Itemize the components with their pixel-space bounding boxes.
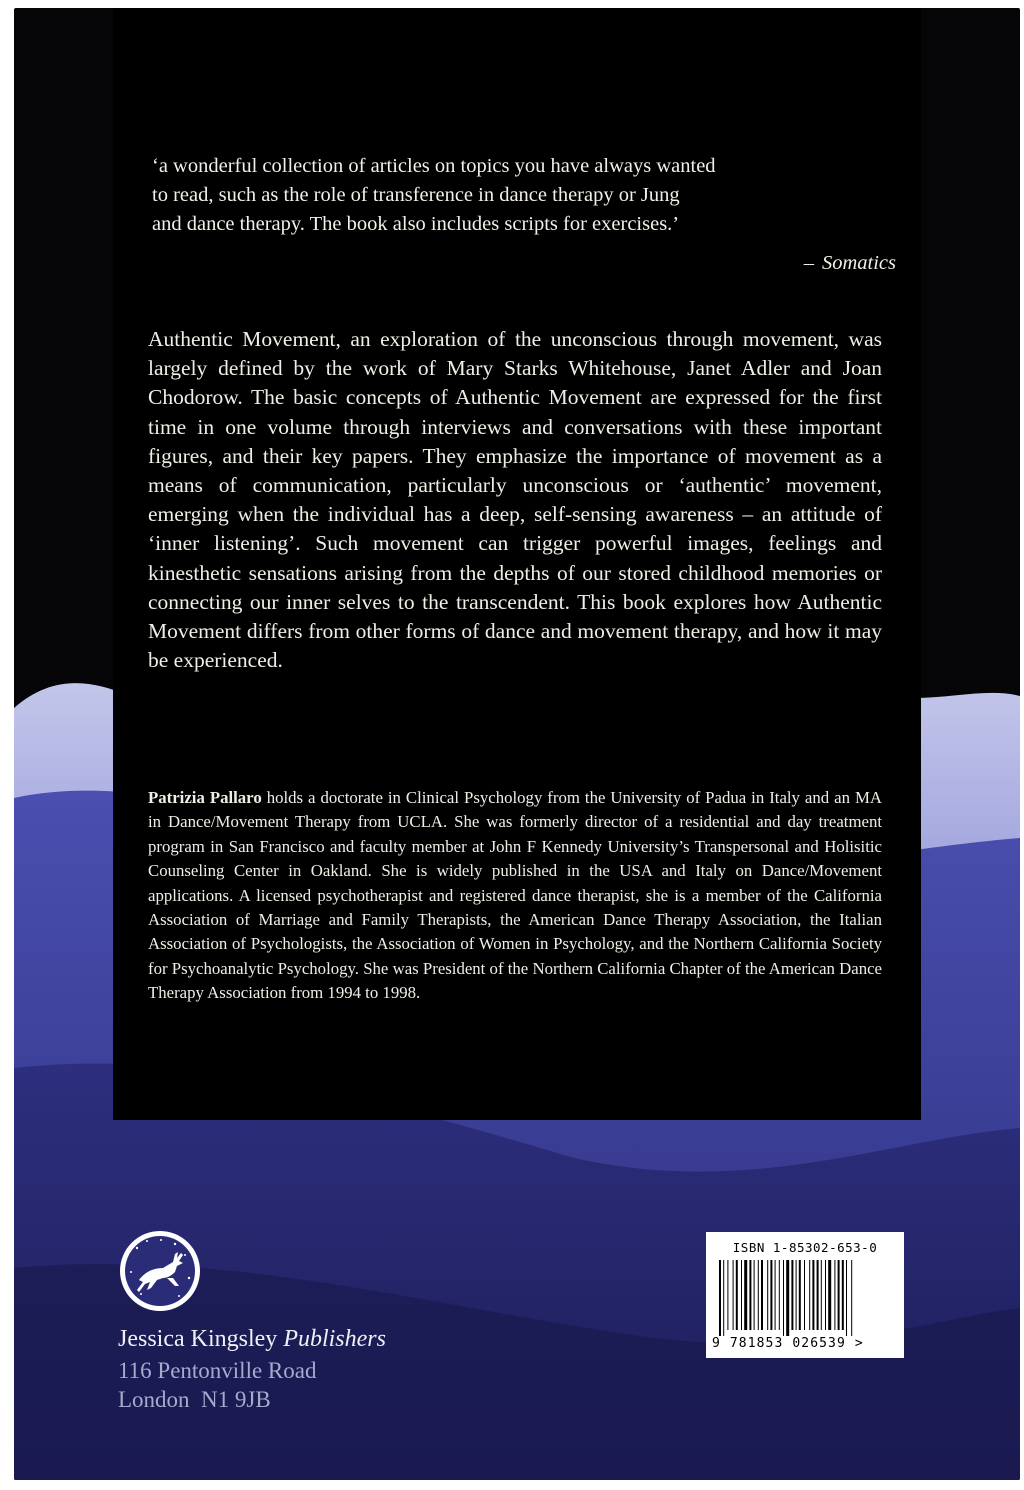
publisher-address-line: 116 Pentonville Road bbox=[118, 1358, 317, 1383]
barcode-bar bbox=[761, 1260, 763, 1330]
barcode-bar bbox=[796, 1260, 797, 1330]
barcode-bar bbox=[821, 1260, 822, 1330]
author-name: Patrizia Pallaro bbox=[148, 788, 262, 807]
book-back-cover bbox=[14, 8, 1020, 1480]
barcode-bar bbox=[775, 1260, 776, 1330]
publisher-address-line: London N1 9JB bbox=[118, 1387, 271, 1412]
barcode-bar bbox=[723, 1260, 724, 1336]
publisher-name bbox=[118, 1326, 386, 1353]
barcode-bar bbox=[770, 1260, 772, 1330]
barcode-bar bbox=[809, 1260, 810, 1330]
barcode-bar bbox=[838, 1260, 840, 1330]
quote-line: and dance therapy. The book also includes scripts for exercises.’ bbox=[152, 213, 680, 235]
barcode-bar bbox=[812, 1260, 814, 1330]
barcode-bar bbox=[851, 1260, 852, 1336]
barcode-bar bbox=[791, 1260, 793, 1330]
barcode-bar bbox=[846, 1260, 847, 1336]
barcode-bar bbox=[767, 1260, 768, 1330]
review-quote bbox=[152, 152, 902, 239]
ean-digits: 9 781853 026539 > bbox=[712, 1336, 864, 1351]
barcode-bar bbox=[749, 1260, 751, 1330]
quote-line: to read, such as the role of transference in dance therapy or Jung bbox=[152, 184, 680, 206]
barcode-bar bbox=[733, 1260, 734, 1330]
barcode-bar bbox=[783, 1260, 784, 1336]
book-description: Authentic Movement, an exploration of the unconscious through movement, was largely defined by the work of Mary Starks Whitehouse, Janet Adler and Joan Chodorow. The basic concepts of Authentic Movement are expressed for the first time in one volume through interviews and conversations with these important figures, and their key papers. They emphasize the importance of movement as a means of communication, particularly unconscious or ‘authentic’ movement, emerging when the individual has a deep, self-sensing awareness – an attitude of ‘inner listening’. Such movement can trigger powerful images, feelings and kinesthetic sensations arising from the depths of our stored childhood memories or connecting our inner selves to the transcendent. This book explores how Authentic Movement differs from other forms of dance and movement therapy, and how it may be experienced. bbox=[148, 327, 882, 673]
quote-attribution bbox=[804, 252, 896, 275]
quote-source: Somatics bbox=[821, 252, 896, 274]
quote-line: ‘a wonderful collection of articles on topics you have always wanted bbox=[152, 155, 716, 177]
barcode-bar bbox=[719, 1260, 721, 1336]
barcode-bar bbox=[758, 1260, 759, 1330]
leaping-deer-logo-icon bbox=[117, 1228, 203, 1314]
attribution-dash: – bbox=[803, 252, 814, 274]
barcode-bar bbox=[786, 1260, 789, 1336]
barcode-bar bbox=[834, 1260, 835, 1330]
isbn-label: ISBN 1-85302-653-0 bbox=[732, 1240, 878, 1255]
barcode-bar bbox=[842, 1260, 844, 1330]
barcode-bar bbox=[828, 1260, 831, 1330]
barcode-bar bbox=[741, 1260, 742, 1330]
author-bio-text: holds a doctorate in Clinical Psychology from the University of Padua in Italy and an MA in Dance/Movement Therapy from UCLA. She was formerly director of a residential and day treatment program in San Francisco and faculty member at John F Kennedy University’s Transpersonal and Holisitic Counseling Center in Oakland. She is widely published in the USA and Italy on Dance/Movement applications. A licensed psychotherapist and registered dance therapist, she is a member of the California Association of Marriage and Family Therapists, the American Dance Therapy Association, the Italian Association of Psychologists, the Association of Women in Psychology, and the Northern California Society for Psychoanalytic Psychology. She was President of the Northern California Chapter of the American Dance Therapy Association from 1994 to 1998. bbox=[148, 788, 882, 1003]
barcode-bar bbox=[744, 1260, 747, 1330]
barcode-bar bbox=[804, 1260, 805, 1330]
barcode bbox=[706, 1232, 904, 1358]
barcode-bar bbox=[817, 1260, 819, 1330]
barcode-bars bbox=[717, 1260, 893, 1336]
publisher-name-main: Jessica Kingsley bbox=[118, 1326, 278, 1352]
barcode-bar bbox=[779, 1260, 780, 1330]
publisher-name-italic: Publishers bbox=[283, 1326, 386, 1352]
barcode-bar bbox=[825, 1260, 826, 1330]
barcode-bar bbox=[727, 1260, 728, 1330]
author-bio bbox=[148, 786, 882, 1006]
barcode-bar bbox=[799, 1260, 801, 1330]
barcode-bar bbox=[736, 1260, 738, 1330]
barcode-bar bbox=[754, 1260, 755, 1330]
